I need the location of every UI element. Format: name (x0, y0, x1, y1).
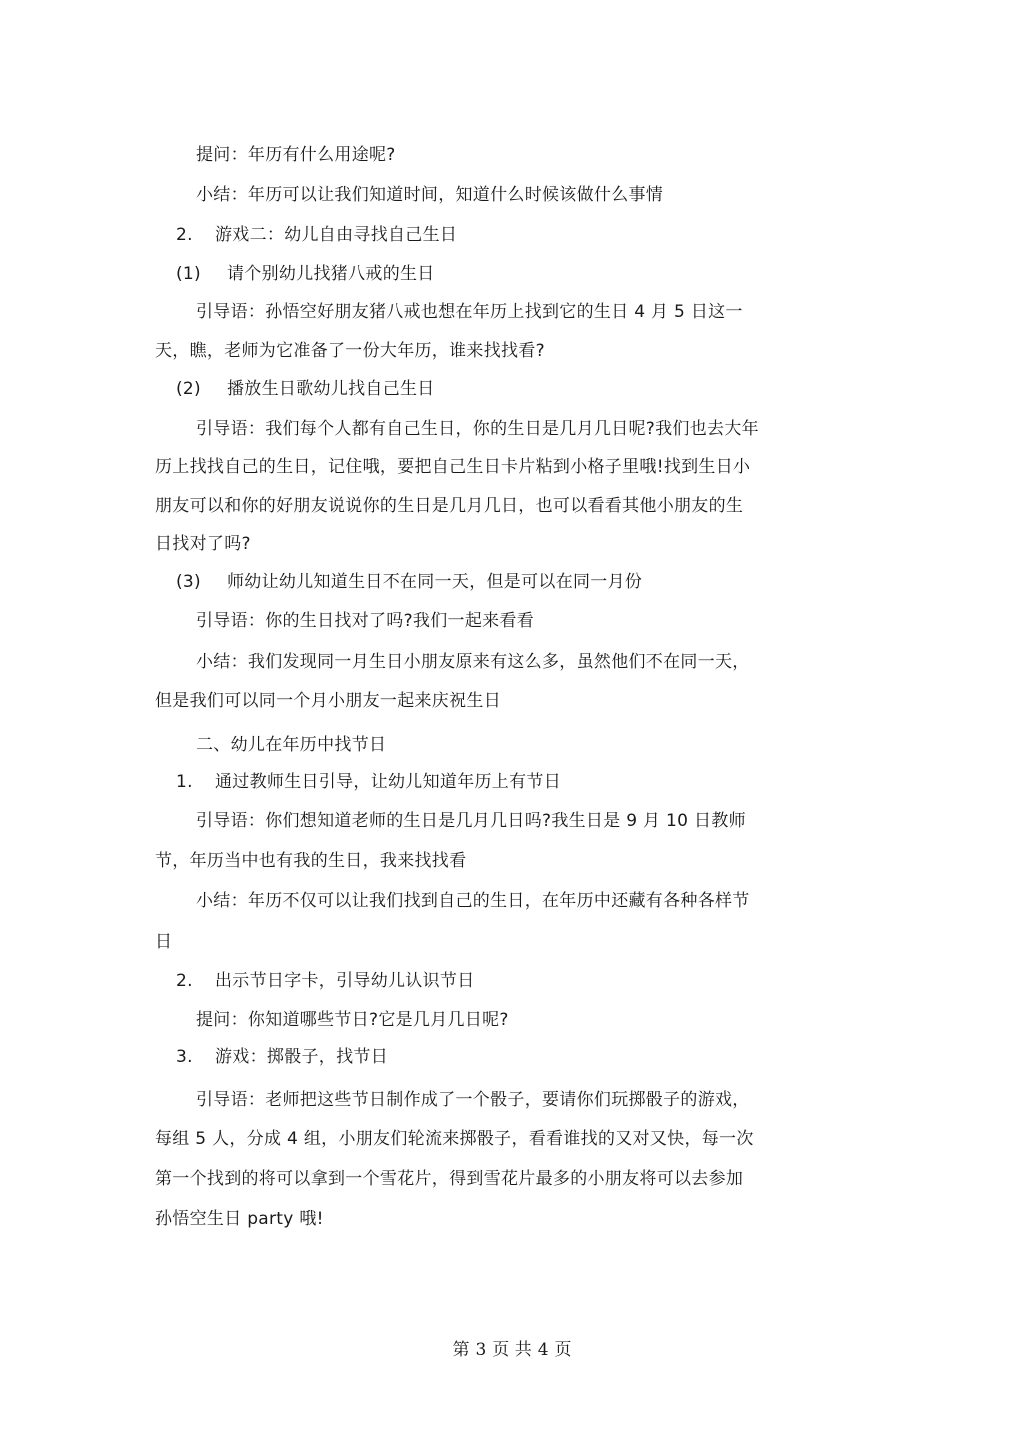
line-text: 引导语：孙悟空好朋友猪八戒也想在年历上找到它的生日 4 月 5 日这一 (196, 302, 743, 322)
line-text: 历上找找自己的生日，记住哦，要把自己生日卡片粘到小格子里哦!找到生日小 (155, 457, 751, 477)
footer-suffix: 页 (554, 1340, 572, 1360)
line-text: 朋友可以和你的好朋友说说你的生日是几月几日，也可以看看其他小朋友的生 (155, 496, 744, 516)
paragraph-line (155, 930, 172, 954)
paragraph-line (196, 1008, 509, 1032)
line-text: 日找对了吗? (155, 534, 251, 554)
section-heading (196, 733, 386, 757)
item-number: 3. (176, 1047, 193, 1067)
paragraph-line (196, 417, 759, 441)
current-page-number: 3 (475, 1340, 487, 1360)
line-text: 第一个找到的将可以拿到一个雪花片，得到雪花片最多的小朋友将可以去参加 (155, 1169, 744, 1189)
paragraph-line (155, 339, 545, 363)
numbered-subitem (176, 570, 642, 594)
paragraph-line (196, 300, 743, 324)
paragraph-line (155, 1167, 743, 1191)
item-text: 请个别幼儿找猪八戒的生日 (227, 264, 435, 284)
line-text: 小结：年历可以让我们知道时间，知道什么时候该做什么事情 (196, 185, 664, 205)
item-text: 师幼让幼儿知道生日不在同一天，但是可以在同一月份 (227, 572, 643, 592)
paragraph-line (196, 183, 663, 207)
total-page-number: 4 (537, 1340, 549, 1360)
numbered-item (176, 969, 475, 993)
line-text: 小结：我们发现同一月生日小朋友原来有这么多，虽然他们不在同一天， (196, 652, 750, 672)
item-number: (1) (176, 264, 201, 284)
line-text: 提问：你知道哪些节日?它是几月几日呢? (196, 1010, 509, 1030)
paragraph-line (155, 1127, 754, 1151)
item-number: 2. (176, 971, 193, 991)
numbered-item (176, 1045, 388, 1069)
item-text: 出示节日字卡，引导幼儿认识节日 (215, 971, 475, 991)
line-text: 天，瞧，老师为它准备了一份大年历，谁来找找看? (155, 341, 545, 361)
item-text: 通过教师生日引导，让幼儿知道年历上有节日 (215, 772, 561, 792)
paragraph-line (196, 1088, 750, 1112)
line-text: 但是我们可以同一个月小朋友一起来庆祝生日 (155, 691, 501, 711)
line-text: 引导语：你们想知道老师的生日是几月几日吗?我生日是 9 月 10 日教师 (196, 811, 746, 831)
paragraph-line (196, 143, 396, 167)
line-text: 孙悟空生日 party 哦! (155, 1209, 324, 1229)
line-text: 日 (155, 932, 173, 952)
item-number: 2. (176, 225, 193, 245)
footer-prefix: 第 (452, 1340, 470, 1360)
footer-middle: 页 共 (492, 1340, 532, 1360)
item-number: (3) (176, 572, 201, 592)
line-text: 节，年历当中也有我的生日，我来找找看 (155, 851, 467, 871)
item-text: 游戏：掷骰子，找节日 (215, 1047, 388, 1067)
item-text: 播放生日歌幼儿找自己生日 (227, 379, 435, 399)
page-footer (0, 1338, 1024, 1362)
heading-text: 二、幼儿在年历中找节日 (196, 735, 387, 755)
paragraph-line (155, 689, 501, 713)
line-text: 提问：年历有什么用途呢? (196, 145, 396, 165)
paragraph-line (196, 809, 746, 833)
item-text: 游戏二：幼儿自由寻找自己生日 (215, 225, 458, 245)
paragraph-line (155, 455, 750, 479)
paragraph-line (155, 494, 743, 518)
paragraph-line (196, 650, 750, 674)
line-text: 引导语：你的生日找对了吗?我们一起来看看 (196, 611, 535, 631)
paragraph-line (155, 1207, 324, 1231)
line-text: 每组 5 人，分成 4 组，小朋友们轮流来掷骰子，看看谁找的又对又快，每一次 (155, 1129, 754, 1149)
line-text: 小结：年历不仅可以让我们找到自己的生日，在年历中还藏有各种各样节 (196, 891, 750, 911)
item-number: 1. (176, 772, 193, 792)
paragraph-line (155, 532, 251, 556)
paragraph-line (155, 849, 466, 873)
item-number: (2) (176, 379, 201, 399)
numbered-subitem (176, 377, 435, 401)
paragraph-line (196, 609, 534, 633)
paragraph-line (196, 889, 750, 913)
line-text: 引导语：我们每个人都有自己生日，你的生日是几月几日呢?我们也去大年 (196, 419, 759, 439)
numbered-item (176, 770, 561, 794)
numbered-subitem (176, 262, 435, 286)
line-text: 引导语：老师把这些节日制作成了一个骰子，要请你们玩掷骰子的游戏， (196, 1090, 750, 1110)
numbered-item (176, 223, 457, 247)
